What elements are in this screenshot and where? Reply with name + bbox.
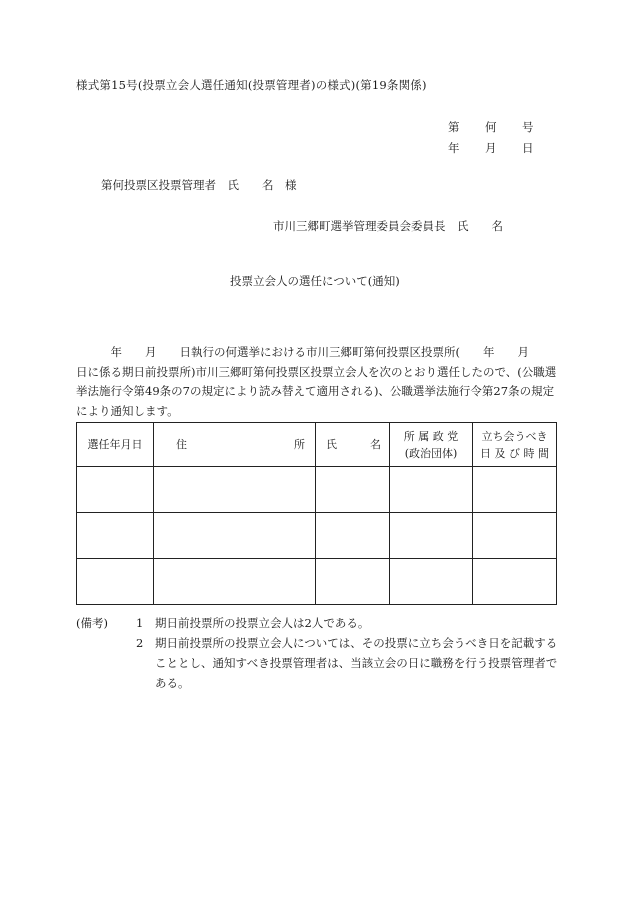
remark-text: 期日前投票所の投票立会人については、その投票に立ち会うべき日を記載することとし、通知すべき投票管理者は、当該立会の日に職務を行う投票管理者である。 — [155, 636, 558, 690]
col-header-date: 選任年月日 — [77, 423, 154, 467]
table-cell — [316, 559, 390, 605]
table-cell — [473, 513, 557, 559]
table-row — [77, 467, 557, 513]
remarks — [76, 613, 558, 693]
table-row — [77, 513, 557, 559]
remark-number: 2 — [136, 636, 144, 650]
table-cell — [390, 513, 473, 559]
document-date-line — [448, 138, 534, 159]
remark-number: 1 — [136, 616, 144, 630]
col-header-party-line1: 所 属 政 党 — [403, 429, 459, 443]
notice-body: 年 月 日執行の何選挙における市川三郷町第何投票区投票所( 年 月 日に係る期日前投票所)市川三郷町第何投票区投票立会人を次のとおり選任したので、(公職選挙法施行令第49条の7の規定により読み替えて適用される)、公職選挙法施行令第27条の規定により通知します。 — [76, 345, 557, 418]
remark-item — [76, 613, 558, 633]
table-cell — [154, 467, 316, 513]
col-header-name-b: 名 — [370, 438, 381, 451]
col-header-name-a: 氏 — [326, 438, 337, 451]
number-prefix: 第 — [448, 120, 460, 134]
table-cell — [77, 467, 154, 513]
col-header-address-b: 所 — [294, 438, 305, 451]
document-number-line — [448, 117, 534, 138]
table-cell — [390, 559, 473, 605]
addressee: 第何投票区投票管理者 氏 名 様 — [101, 178, 297, 192]
table-cell — [154, 513, 316, 559]
date-year: 年 — [448, 141, 460, 155]
sender: 市川三郷町選挙管理委員会委員長 氏 名 — [273, 219, 503, 233]
table-row — [77, 559, 557, 605]
appointee-table — [76, 422, 557, 605]
table-cell — [473, 559, 557, 605]
form-title: 様式第15号(投票立会人選任通知(投票管理者)の様式)(第19条関係) — [76, 78, 427, 92]
subject-heading: 投票立会人の選任について(通知) — [230, 274, 400, 288]
number-value: 何 — [485, 120, 497, 134]
table-cell — [77, 559, 154, 605]
remark-text: 期日前投票所の投票立会人は2人である。 — [155, 616, 370, 630]
remarks-label: (備考) — [76, 616, 108, 630]
col-header-name — [316, 423, 390, 467]
col-header-party — [390, 423, 473, 467]
date-day: 日 — [522, 141, 534, 155]
table-cell — [390, 467, 473, 513]
table-cell — [316, 467, 390, 513]
col-header-party-line2: (政治団体) — [404, 446, 458, 460]
table-header-row — [77, 423, 557, 467]
table-cell — [154, 559, 316, 605]
col-header-address-a: 住 — [176, 438, 187, 451]
date-month: 月 — [485, 141, 497, 155]
table-cell — [316, 513, 390, 559]
table-cell — [473, 467, 557, 513]
col-header-attendance — [473, 423, 557, 467]
remark-item — [76, 633, 558, 693]
col-header-attendance-line2: 日 及 び 時 間 — [480, 446, 549, 460]
table-cell — [77, 513, 154, 559]
col-header-attendance-line1: 立ち会うべき — [481, 429, 548, 443]
col-header-address — [154, 423, 316, 467]
document-number-date — [448, 117, 534, 159]
number-suffix: 号 — [522, 120, 534, 134]
